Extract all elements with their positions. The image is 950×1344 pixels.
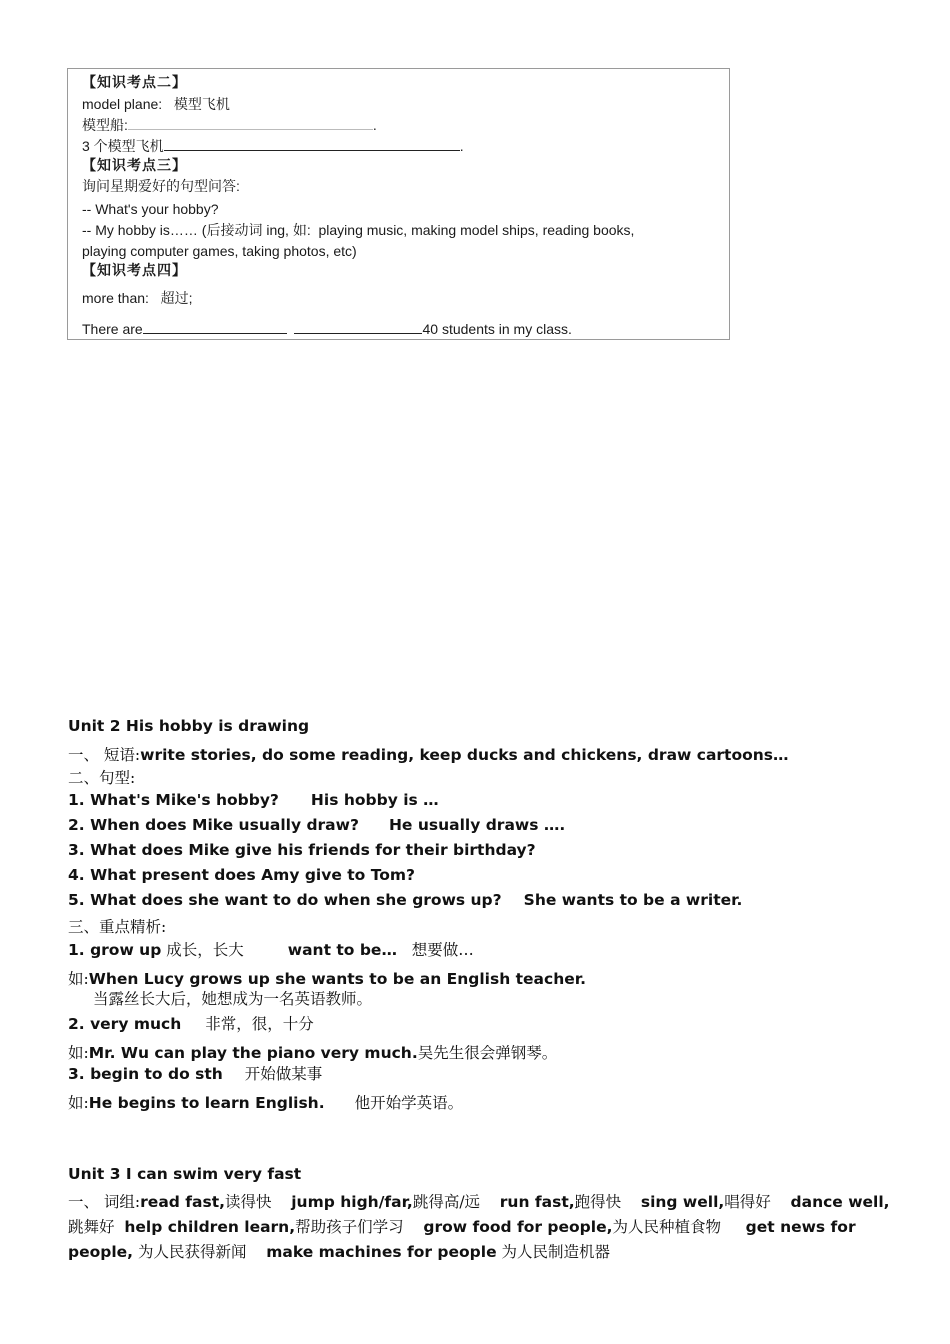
point2-header: 【知识考点二】 <box>82 74 187 90</box>
model-plane-en: model plane: <box>82 96 163 112</box>
key-1-en: 1. grow up <box>68 941 162 959</box>
unit3-phrases <box>68 1190 898 1265</box>
unit2-title: Unit 2 His hobby is drawing <box>68 717 310 735</box>
there-are-prompt: There are <box>82 321 143 337</box>
unit2-phrases: write stories, do some reading, keep ducks and chickens, draw cartoons… <box>140 746 789 764</box>
answer-hobby-line <box>82 221 634 239</box>
three-planes-line <box>82 137 464 155</box>
model-plane-line <box>82 95 230 113</box>
unit3-title: Unit 3 I can swim very fast <box>68 1165 302 1183</box>
unit2-sentence-2 <box>68 815 565 835</box>
key-point-2 <box>68 1014 314 1034</box>
unit3-phrase-6-en: help children learn, <box>124 1218 296 1236</box>
unit2-phrases-label: 一、 短语: <box>68 746 141 764</box>
question-hobby: -- What's your hobby? <box>82 201 219 217</box>
there-are-blank-2 <box>294 321 422 334</box>
unit3-phrase-3-en: run fast, <box>499 1193 575 1211</box>
forty-students: 40 students in my class. <box>422 321 572 337</box>
unit3-phrase-3-cn: 跑得快 <box>574 1193 622 1211</box>
three-planes-blank <box>164 138 460 151</box>
example-1-label: 如: <box>68 970 89 988</box>
example-2-cn: 吴先生很会弹钢琴。 <box>417 1044 558 1062</box>
unit2-sentences-label: 二、句型: <box>68 769 136 787</box>
model-ship-blank <box>128 117 373 130</box>
unit2-sentence-5 <box>68 890 742 910</box>
unit3-phrase-2-cn: 跳得高/远 <box>412 1193 481 1211</box>
example-3-en: He begins to learn English. <box>88 1094 325 1112</box>
key-point-1 <box>68 940 474 960</box>
example-1-cn: 当露丝长大后，她想成为一名英语教师。 <box>93 990 373 1008</box>
more-than-en: more than: <box>82 290 149 306</box>
key-2-en: 2. very much <box>68 1015 182 1033</box>
model-ship-prompt: 模型船: <box>82 117 128 133</box>
key-3-cn: 开始做某事 <box>244 1065 323 1083</box>
unit3-phrase-5-cn: 跳舞好 <box>68 1218 115 1236</box>
key-point-3 <box>68 1064 322 1084</box>
sentence-2-answer: He usually draws …. <box>388 816 566 834</box>
unit2-key-label: 三、重点精析: <box>68 918 167 936</box>
sentence-1-answer: His hobby is … <box>310 791 439 809</box>
ask-hobby-intro: 询问星期爱好的句型问答: <box>82 178 240 194</box>
example-1-en: When Lucy grows up she wants to be an English teacher. <box>88 970 587 988</box>
model-ship-end: . <box>372 117 377 133</box>
unit3-phrase-8-cn: 为人民获得新闻 <box>138 1243 247 1261</box>
unit3-phrase-6-cn: 帮助孩子们学习 <box>295 1218 404 1236</box>
unit3-phrase-7-cn: 为人民种植食物 <box>612 1218 722 1236</box>
three-planes-end: . <box>459 138 464 154</box>
unit3-phrase-1-cn: 读得快 <box>225 1193 272 1211</box>
unit3-phrase-9-cn: 为人民制造机器 <box>501 1243 611 1261</box>
unit3-phrase-4-en: sing well, <box>640 1193 725 1211</box>
unit3-phrase-1-en: read fast, <box>140 1193 225 1211</box>
unit2-sentence-1 <box>68 790 439 810</box>
answer-hobby-cont: playing computer games, taking photos, etc) <box>82 243 357 259</box>
sentence-1-question: 1. What's Mike's hobby? <box>68 791 279 809</box>
example-2-label: 如: <box>68 1044 89 1062</box>
point3-header: 【知识考点三】 <box>82 157 187 173</box>
sentence-5-answer: She wants to be a writer. <box>523 891 743 909</box>
unit3-phrase-2-en: jump high/far, <box>291 1193 413 1211</box>
key-2-cn: 非常，很，十分 <box>205 1015 314 1033</box>
key-1b-cn: 想要做… <box>411 941 474 959</box>
answer-hobby-examples: playing music, making model ships, reading books, <box>318 222 635 238</box>
sentence-2-question: 2. When does Mike usually draw? <box>68 816 359 834</box>
unit3-phrase-4-cn: 唱得好 <box>724 1193 771 1211</box>
unit2-phrases-line <box>68 745 789 765</box>
unit3-phrase-7-en: grow food for people, <box>423 1218 613 1236</box>
there-are-blank-1 <box>143 321 287 334</box>
example-3-label: 如: <box>68 1094 89 1112</box>
model-plane-cn: 模型飞机 <box>173 96 230 112</box>
unit3-phrase-9-en: make machines for people <box>266 1243 497 1261</box>
key-3-en: 3. begin to do sth <box>68 1065 223 1083</box>
unit3-phrase-5-en: dance well, <box>790 1193 890 1211</box>
sentence-5-question: 5. What does she want to do when she grows up? <box>68 891 502 909</box>
unit2-sentence-3: 3. What does Mike give his friends for their birthday? <box>68 841 536 859</box>
example-2 <box>68 1043 557 1063</box>
there-are-line <box>82 320 572 338</box>
example-3 <box>68 1093 463 1113</box>
key-1b-en: want to be… <box>287 941 397 959</box>
more-than-cn: 超过; <box>160 290 193 306</box>
knowledge-points-box <box>67 68 730 340</box>
unit2-sentence-4: 4. What present does Amy give to Tom? <box>68 866 416 884</box>
answer-hobby-start: -- My hobby is…… (后接动词 ing, 如: <box>82 222 311 238</box>
example-1 <box>68 969 586 989</box>
example-2-en: Mr. Wu can play the piano very much. <box>88 1044 418 1062</box>
model-ship-line <box>82 116 377 134</box>
unit3-label: 一、 词组: <box>68 1193 141 1211</box>
point4-header: 【知识考点四】 <box>82 262 187 278</box>
unit3-phrase-8-en: get news for people, <box>68 1218 856 1261</box>
example-3-cn: 他开始学英语。 <box>354 1094 464 1112</box>
more-than-line <box>82 289 193 307</box>
key-1-cn: 成长，长大 <box>166 941 244 959</box>
three-planes-prompt: 3 个模型飞机 <box>82 138 164 154</box>
